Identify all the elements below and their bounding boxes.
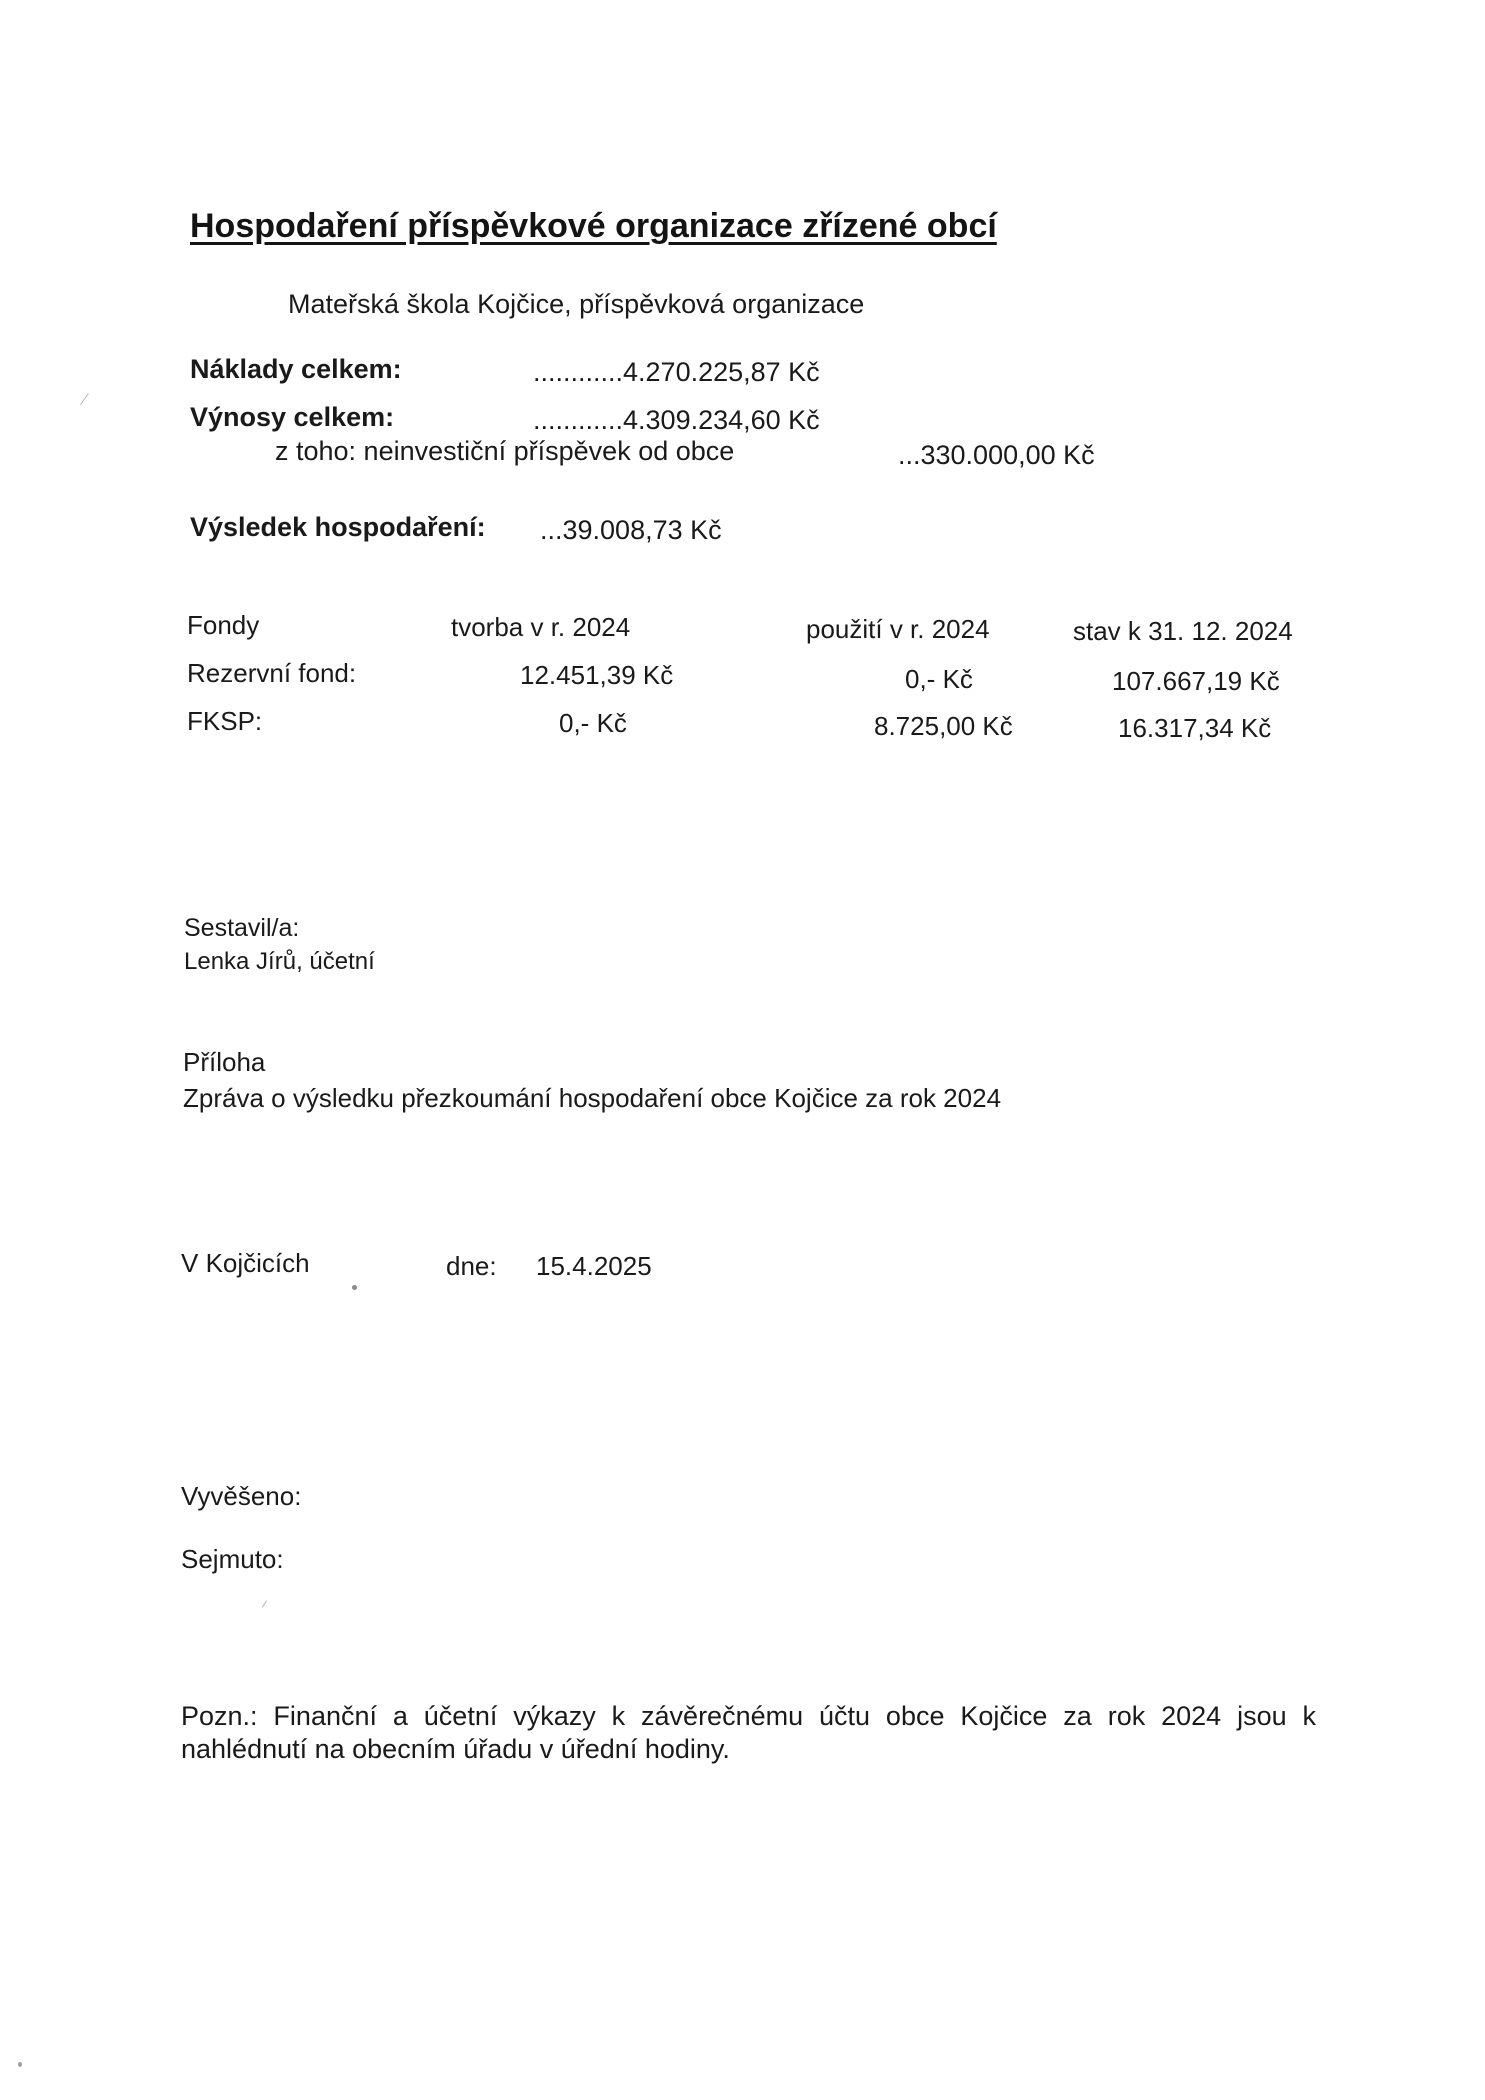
scan-mark [80, 393, 89, 405]
attachment-label: Příloha [183, 1047, 266, 1077]
posted-label: Vyvěšeno: [181, 1481, 302, 1511]
funds-header-name: Fondy [187, 610, 260, 640]
fund-row-creation: 0,- Kč [559, 708, 627, 738]
funds-header-creation: tvorba v r. 2024 [451, 612, 631, 642]
document-title: Hospodaření příspěvkové organizace zřízené obcí [190, 207, 997, 245]
fund-row-usage: 0,- Kč [905, 664, 973, 694]
organization-name: Mateřská škola Kojčice, příspěvková organizace [288, 289, 865, 319]
scan-speck [352, 1285, 357, 1290]
subsidy-label: z toho: neinvestiční příspěvek od obce [275, 436, 735, 466]
compiled-by-label: Sestavil/a: [184, 914, 300, 942]
fund-row-balance: 16.317,34 Kč [1118, 713, 1272, 743]
removed-label: Sejmuto: [181, 1544, 284, 1574]
fund-row-balance: 107.667,19 Kč [1112, 666, 1280, 696]
revenues-value: ............4.309.234,60 Kč [533, 405, 820, 435]
footnote: Pozn.: Finanční a účetní výkazy k závěrečnému účtu obce Kojčice za rok 2024 jsou k nahlédnutí na obecním úřadu v úřední hodiny. [181, 1701, 1316, 1764]
scan-mark [262, 1600, 267, 1607]
funds-header-usage: použití v r. 2024 [806, 614, 990, 644]
funds-header-balance: stav k 31. 12. 2024 [1073, 616, 1293, 646]
subsidy-value: ...330.000,00 Kč [898, 440, 1095, 470]
fund-row-usage: 8.725,00 Kč [874, 711, 1013, 741]
date-label: dne: [446, 1251, 497, 1281]
place: V Kojčicích [181, 1248, 310, 1278]
costs-label: Náklady celkem: [190, 354, 402, 384]
fund-row-name: FKSP: [187, 706, 263, 736]
compiled-by-value: Lenka Jírů, účetní [184, 948, 375, 975]
scan-speck [18, 2062, 22, 2067]
result-value: ...39.008,73 Kč [540, 515, 722, 545]
date-value: 15.4.2025 [536, 1251, 652, 1281]
costs-value: ............4.270.225,87 Kč [533, 357, 820, 387]
fund-row-name: Rezervní fond: [187, 658, 357, 688]
fund-row-creation: 12.451,39 Kč [520, 660, 674, 690]
attachment-value: Zpráva o výsledku přezkoumání hospodaření obce Kojčice za rok 2024 [183, 1083, 1002, 1113]
result-label: Výsledek hospodaření: [190, 512, 486, 542]
revenues-label: Výnosy celkem: [190, 402, 395, 432]
